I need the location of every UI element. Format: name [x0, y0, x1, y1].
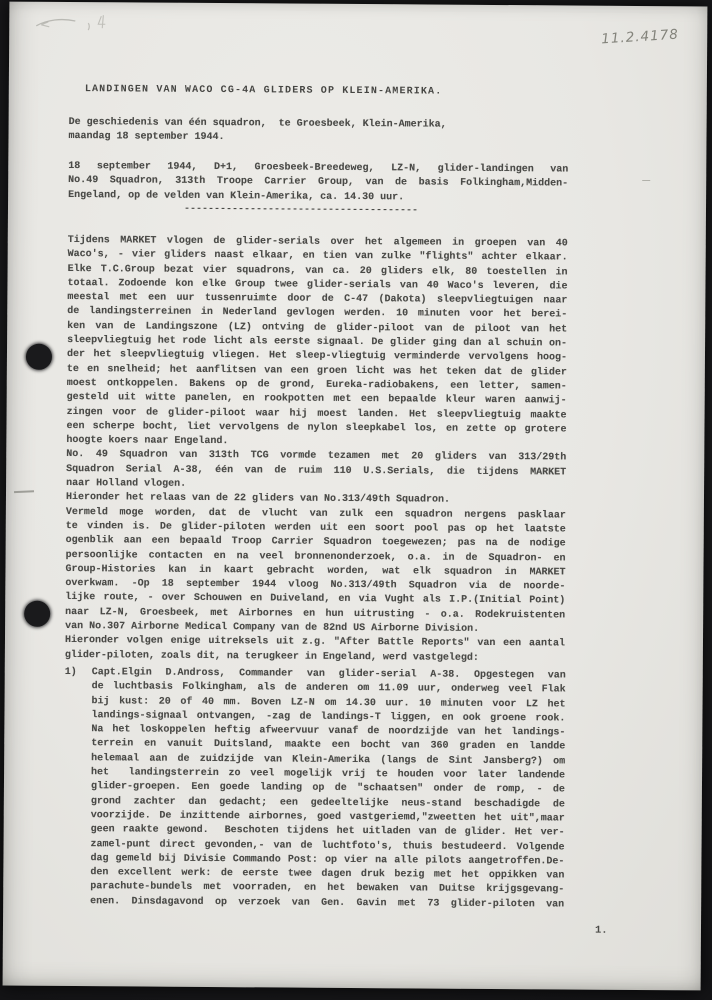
text-line: hoogte koers naar Engeland.: [66, 435, 229, 448]
text-line: gesteld uit witte panelen, en rookpotten met een bepaalde kleur waren aanwij-: [66, 392, 567, 407]
pencil-dash-left-margin: [14, 490, 34, 493]
text-line: meestal met een uur tussenruimte door de C-47 (Dakota) sleepvliegtuigen naar: [67, 292, 568, 307]
text-line: No. 49 Squadron van 313th TCG vormde tezamen met 20 gliders van 313/29th: [66, 449, 567, 464]
text-line: het landingsterrein zo veel mogelijk vrij te houden voor later landende: [91, 767, 566, 782]
item-number: 1): [64, 666, 77, 679]
text-line: naar LZ-N, Groesbeek, met Airbornes en hun uitrusting - o.a. Rodekruistenten: [65, 606, 566, 622]
text-line: De geschiedenis van één squadron, te Groesbeek, Klein-Amerika,: [68, 116, 447, 131]
text-line: terrein en vanuit Duitsland, maakte een bocht van 360 graden en landde: [91, 738, 566, 753]
text-line: geen raakte gewond. Beschoten tijdens het uitladen van de glider. Het ver-: [90, 824, 565, 839]
text-line: zamel-punt direct gevonden,- van de luchtfoto's, thuis bestudeerd. Volgende: [90, 838, 565, 854]
body-paragraph: [65, 234, 568, 666]
text-line: Group-Histories kan in kaart gebracht worden, wat elk squadron in MARKET: [65, 563, 566, 579]
text-line: Tijdens MARKET vlogen de glider-serials over het algemeen in groepen van 40: [67, 234, 568, 250]
text-line: 18 september 1944, D+1, Groesbeek-Breedeweg, LZ-N, glider-landingen van: [68, 160, 569, 176]
separator-dashes: ---------------------------------------: [183, 203, 419, 217]
text-line: sleepvliegtuig het rode licht als eerste signaal. De glider ging dan al schuin on-: [67, 335, 568, 350]
text-line: landings-signaal ontvangen, -zag de landings-T liggen, en ook groene rook.: [91, 710, 566, 725]
text-line: Squadron Serial A-38, één van de ruim 110 U.S.Serials, die tijdens MARKET: [66, 463, 567, 479]
text-line: den excellent werk: de eerste twee dagen druk bezig met het oppikken van: [90, 867, 565, 882]
text-line: enen. Dinsdagavond op verzoek van Gen. Gavin met 73 glider-piloten van: [90, 895, 565, 911]
text-line: No.49 Squadron, 313th Troope Carrier Group, van de basis Folkingham,Midden-: [68, 175, 569, 190]
text-line: overkwam. -Op 18 september 1944 vloog No.313/49th Squadron via de noorde-: [65, 578, 566, 593]
page-number: 1.: [594, 924, 608, 937]
pencil-dash-right-margin: [642, 180, 650, 181]
text-line: Vermeld moge worden, dat de vlucht van zulk een squadron nergens pasklaar: [65, 506, 566, 522]
text-line: helemaal aan de zuidzijde van Klein-Amerika (langs de Sint Jansberg?) om: [91, 752, 566, 768]
text-line: glider-piloten, zoals dit, na terugkeer in Engeland, werd vastgelegd:: [64, 649, 479, 664]
text-line: een scherpe bocht, liet vervolgens de nylon sleepkabel los, en zette op grotere: [66, 420, 567, 436]
text-line: dag gemeld bij Divisie Commando Post: op vier na alle pilots aangetroffen.De-: [90, 853, 565, 868]
text-line: maandag 18 september 1944.: [68, 131, 225, 144]
text-line: voorzijde. De inzittende airbornes, goed vastgeriemd,"zweetten het uit",maar: [90, 810, 565, 825]
text-line: de landingsterreinen in Nederland gevlogen werden. 10 minuten voor het berei-: [67, 306, 568, 321]
text-line: zingen voor de glider-piloot waar hij moest landen. Het sleepvliegtuig maakte: [66, 406, 567, 422]
text-line: persoonlijke contacten en na veel bronnenonderzoek, o.a. in de Squadron- en: [65, 549, 566, 565]
text-line: Na het loskoppelen heftig afweervuur vanaf de noordzijde van het landings-: [91, 724, 566, 739]
report-item-1: [63, 666, 566, 913]
text-line: Elke T.C.Group bezat vier squadrons, van ca. 20 gliders elk, 80 toestellen in: [67, 263, 568, 279]
punch-hole-bottom: [24, 601, 50, 627]
text-line: Engeland, op de velden van Klein-Amerika, ca. 14.30 uur.: [68, 189, 405, 203]
text-line: parachute-bundels met voorraden, en het bewaken van Duitse krijgsgevang-: [90, 881, 565, 896]
pencil-scribble: [33, 10, 111, 35]
text-line: de luchtbasis Folkingham, als de anderen om 11.09 uur, onderweg veel Flak: [91, 681, 566, 696]
text-line: Hieronder het relaas van de 22 gliders van No.313/49th Squadron.: [65, 492, 451, 507]
text-line: te vinden is. De glider-piloten werden uit een soort pool pas op het laatste: [65, 520, 566, 536]
text-line: van No.307 Airborne Medical Company van de 82nd US Airborne Division.: [65, 620, 480, 635]
punch-hole-top: [26, 344, 52, 370]
item-text: [90, 666, 566, 912]
text-line: Hieronder volgen enige uitreksels uit z.g. "After Battle Reports" van een aantal: [64, 635, 566, 650]
document-title: LANDINGEN VAN WACO CG-4A GLIDERS OP KLEIN-AMERIKA.: [84, 84, 443, 98]
text-line: ogenblik aan een bepaald Troop Carrier Squadron toegewezen; pas na de nodige: [65, 535, 566, 550]
text-line: glider-groepen. Een goede landing op de "schaatsen" onder de romp, - de: [90, 781, 565, 796]
text-line: Capt.Elgin D.Andross, Commander van glider-serial A-38. Opgestegen van: [91, 667, 566, 682]
text-line: moest ontkoppelen. Bakens op de grond, Eureka-radiobakens, een letter, samen-: [66, 377, 567, 393]
text-line: lijke route, - over Schouwen en Duiveland, en via Vught als I.P.(Initial Point): [65, 592, 566, 607]
dateline-paragraph: [68, 160, 568, 206]
text-line: ken van de Landingszone (LZ) ontving de glider-piloot van de piloot van het: [67, 320, 568, 336]
intro-paragraph: [68, 116, 568, 148]
paper-sheet: [3, 2, 708, 991]
archive-number-handwritten: 11.2.4178: [600, 26, 680, 48]
text-line: grond zachter dan gedacht; een gedeeltelijke neus-stand beschadigde de: [90, 795, 565, 811]
text-line: naar Holland vlogen.: [66, 478, 187, 490]
text-line: Waco's, - vier gliders naast elkaar, en tien van zulke "flights" achter elkaar.: [67, 249, 568, 264]
text-line: totaal. Zodoende kon elke Group twee glider-serials van 40 Waco's leveren, die: [67, 277, 568, 293]
text-line: bij kust: 20 of 40 mm. Boven LZ-N om 14.30 uur. 10 minuten voor LZ het: [91, 695, 566, 711]
text-line: der het sleepvliegtuig vliegen. Het sleep-vliegtuig verminderde vervolgens hoog-: [66, 349, 568, 364]
text-line: te en snelheid; het aanflitsen van een groen licht was het teken dat de glider: [66, 363, 567, 379]
